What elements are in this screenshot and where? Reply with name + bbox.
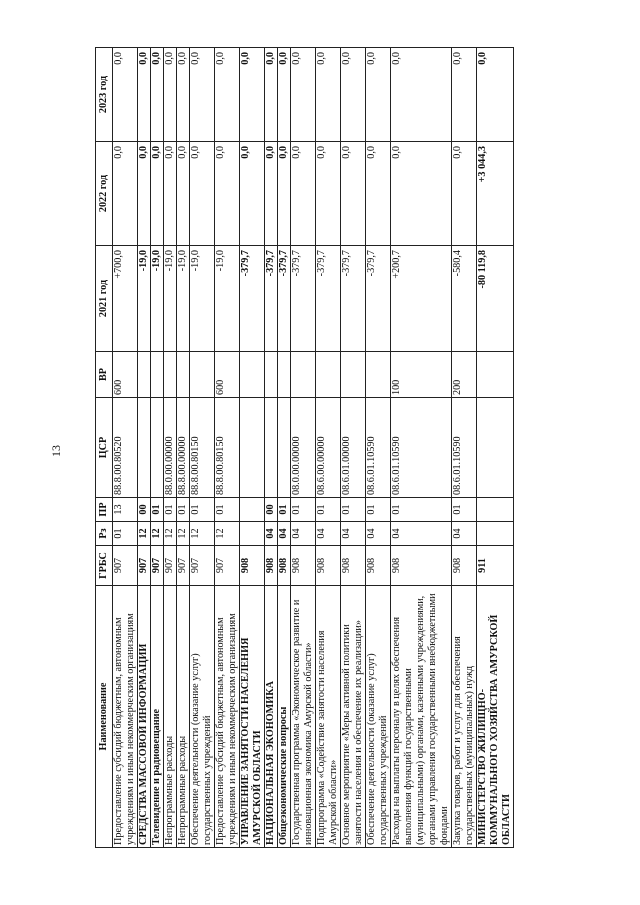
row-csr-cell <box>151 398 164 498</box>
header-grbs: ГРБС <box>96 546 113 586</box>
row-vr-cell <box>291 352 316 398</box>
row-2022-cell: 0,0 <box>265 142 278 246</box>
row-vr-cell <box>278 352 291 398</box>
table-body <box>113 48 514 848</box>
row-rz-cell: 04 <box>265 522 278 546</box>
table-row <box>391 48 452 848</box>
row-grbs-cell: 907 <box>113 546 138 586</box>
row-pr-cell: 01 <box>291 498 316 522</box>
row-grbs-cell: 907 <box>151 546 164 586</box>
row-2021-cell: -580,4 <box>452 246 477 352</box>
row-grbs-cell: 908 <box>278 546 291 586</box>
row-pr-cell: 01 <box>316 498 341 522</box>
row-vr-cell <box>316 352 341 398</box>
table-row <box>190 48 215 848</box>
table-row <box>477 48 514 848</box>
row-2023-cell: 0,0 <box>215 48 240 142</box>
row-grbs-cell: 907 <box>164 546 177 586</box>
row-grbs-cell: 907 <box>138 546 151 586</box>
row-name-cell: Обеспечение деятельности (оказание услуг) государственных учреждений <box>190 586 215 848</box>
row-grbs-cell: 908 <box>291 546 316 586</box>
row-2021-cell: -379,7 <box>366 246 391 352</box>
row-pr-cell: 13 <box>113 498 138 522</box>
row-2021-cell: -19,0 <box>164 246 177 352</box>
row-rz-cell: 12 <box>190 522 215 546</box>
row-rz-cell: 12 <box>138 522 151 546</box>
row-vr-cell: 600 <box>113 352 138 398</box>
row-name-cell: НАЦИОНАЛЬНАЯ ЭКОНОМИКА <box>265 586 278 848</box>
row-pr-cell: 01 <box>341 498 366 522</box>
table-row <box>215 48 240 848</box>
row-name-cell: МИНИСТЕРСТВО ЖИЛИЩНО-КОММУНАЛЬНОГО ХОЗЯЙСТВА АМУРСКОЙ ОБЛАСТИ <box>477 586 514 848</box>
row-grbs-cell: 908 <box>341 546 366 586</box>
row-csr-cell <box>278 398 291 498</box>
row-rz-cell: 04 <box>391 522 452 546</box>
header-pr: ПР <box>96 498 113 522</box>
row-2023-cell: 0,0 <box>366 48 391 142</box>
row-pr-cell <box>240 498 265 522</box>
row-name-cell: Телевидение и радиовещание <box>151 586 164 848</box>
row-rz-cell: 04 <box>366 522 391 546</box>
row-2022-cell: 0,0 <box>215 142 240 246</box>
row-csr-cell: 08.6.01.10590 <box>452 398 477 498</box>
row-2022-cell: 0,0 <box>113 142 138 246</box>
row-2022-cell: 0,0 <box>190 142 215 246</box>
row-vr-cell <box>177 352 190 398</box>
row-pr-cell: 01 <box>190 498 215 522</box>
row-rz-cell: 12 <box>215 522 240 546</box>
row-grbs-cell: 907 <box>215 546 240 586</box>
table-row <box>177 48 190 848</box>
table-row <box>138 48 151 848</box>
row-2021-cell: -379,7 <box>240 246 265 352</box>
row-2022-cell: 0,0 <box>240 142 265 246</box>
table-header-row <box>96 48 113 848</box>
row-pr-cell: 01 <box>164 498 177 522</box>
row-2022-cell: 0,0 <box>366 142 391 246</box>
row-pr-cell: 01 <box>215 498 240 522</box>
row-2023-cell: 0,0 <box>452 48 477 142</box>
row-2022-cell: 0,0 <box>341 142 366 246</box>
row-name-cell: УПРАВЛЕНИЕ ЗАНЯТОСТИ НАСЕЛЕНИЯ АМУРСКОЙ ОБЛАСТИ <box>240 586 265 848</box>
row-2022-cell: 0,0 <box>151 142 164 246</box>
row-name-cell: Основное мероприятие «Меры активной политики занятости населения и обеспечение их реализации» <box>341 586 366 848</box>
row-pr-cell: 01 <box>278 498 291 522</box>
rotated-page-content <box>95 48 605 848</box>
table-row <box>452 48 477 848</box>
row-pr-cell: 01 <box>151 498 164 522</box>
row-vr-cell <box>341 352 366 398</box>
row-2021-cell: -379,7 <box>265 246 278 352</box>
row-grbs-cell: 908 <box>452 546 477 586</box>
row-vr-cell <box>240 352 265 398</box>
row-rz-cell: 04 <box>452 522 477 546</box>
row-csr-cell <box>265 398 278 498</box>
row-rz-cell: 04 <box>316 522 341 546</box>
row-grbs-cell: 907 <box>190 546 215 586</box>
row-2023-cell: 0,0 <box>164 48 177 142</box>
row-2023-cell: 0,0 <box>113 48 138 142</box>
row-pr-cell: 00 <box>265 498 278 522</box>
row-rz-cell: 04 <box>278 522 291 546</box>
row-2023-cell: 0,0 <box>477 48 514 142</box>
row-2022-cell: +3 044,3 <box>477 142 514 246</box>
row-rz-cell <box>477 522 514 546</box>
row-rz-cell: 12 <box>151 522 164 546</box>
row-2023-cell: 0,0 <box>341 48 366 142</box>
row-vr-cell: 600 <box>215 352 240 398</box>
row-pr-cell: 01 <box>177 498 190 522</box>
row-grbs-cell: 911 <box>477 546 514 586</box>
row-name-cell: Обеспечение деятельности (оказание услуг) государственных учреждений <box>366 586 391 848</box>
row-2023-cell: 0,0 <box>265 48 278 142</box>
row-csr-cell: 08.6.01.10590 <box>366 398 391 498</box>
row-vr-cell <box>265 352 278 398</box>
row-2021-cell: +200,7 <box>391 246 452 352</box>
row-vr-cell <box>366 352 391 398</box>
row-name-cell: Подпрограмма «Содействие занятости населения Амурской области» <box>316 586 341 848</box>
row-2021-cell: -19,0 <box>138 246 151 352</box>
row-2023-cell: 0,0 <box>316 48 341 142</box>
row-2022-cell: 0,0 <box>164 142 177 246</box>
row-2021-cell: +700,0 <box>113 246 138 352</box>
row-rz-cell: 04 <box>291 522 316 546</box>
row-2022-cell: 0,0 <box>391 142 452 246</box>
row-vr-cell <box>164 352 177 398</box>
row-rz-cell: 04 <box>341 522 366 546</box>
row-2021-cell: -19,0 <box>215 246 240 352</box>
row-2021-cell: -379,7 <box>341 246 366 352</box>
table-row <box>291 48 316 848</box>
row-name-cell: Предоставление субсидий бюджетным, автономным учреждениям и иным некоммерческим организациям <box>215 586 240 848</box>
row-grbs-cell: 908 <box>265 546 278 586</box>
row-csr-cell: 08.6.00.00000 <box>316 398 341 498</box>
row-vr-cell <box>138 352 151 398</box>
row-name-cell: Закупка товаров, работ и услуг для обеспечения государственных (муниципальных) нужд <box>452 586 477 848</box>
row-csr-cell: 88.8.00.80150 <box>190 398 215 498</box>
row-vr-cell <box>477 352 514 398</box>
row-name-cell: Непрограммные расходы <box>177 586 190 848</box>
row-pr-cell: 01 <box>391 498 452 522</box>
row-csr-cell: 88.8.00.80150 <box>215 398 240 498</box>
row-vr-cell: 100 <box>391 352 452 398</box>
header-2022: 2022 год <box>96 142 113 246</box>
row-vr-cell: 200 <box>452 352 477 398</box>
row-vr-cell <box>151 352 164 398</box>
row-2021-cell: -379,7 <box>316 246 341 352</box>
budget-table <box>95 47 514 848</box>
row-2023-cell: 0,0 <box>177 48 190 142</box>
row-2022-cell: 0,0 <box>138 142 151 246</box>
row-csr-cell: 88.8.00.80520 <box>113 398 138 498</box>
row-2022-cell: 0,0 <box>291 142 316 246</box>
header-csr: ЦСР <box>96 398 113 498</box>
row-name-cell: СРЕДСТВА МАССОВОЙ ИНФОРМАЦИИ <box>138 586 151 848</box>
row-2021-cell: -80 119,8 <box>477 246 514 352</box>
row-rz-cell: 01 <box>113 522 138 546</box>
row-2021-cell: -379,7 <box>291 246 316 352</box>
row-pr-cell: 01 <box>452 498 477 522</box>
table-row <box>341 48 366 848</box>
row-rz-cell: 12 <box>177 522 190 546</box>
row-csr-cell: 08.0.00.00000 <box>291 398 316 498</box>
row-name-cell: Расходы на выплаты персоналу в целях обеспечения выполнения функций государственными (муниципальными) органами, казенными учреждениями, органами управления государственными внебюджетными фондами <box>391 586 452 848</box>
row-2023-cell: 0,0 <box>190 48 215 142</box>
row-grbs-cell: 908 <box>366 546 391 586</box>
row-csr-cell <box>477 398 514 498</box>
row-csr-cell: 88.8.00.00000 <box>177 398 190 498</box>
table-row <box>164 48 177 848</box>
row-2021-cell: -19,0 <box>190 246 215 352</box>
row-2022-cell: 0,0 <box>316 142 341 246</box>
table-row <box>151 48 164 848</box>
header-vr: ВР <box>96 352 113 398</box>
table-row <box>316 48 341 848</box>
table-row <box>265 48 278 848</box>
row-rz-cell: 12 <box>164 522 177 546</box>
row-name-cell: Государственная программа «Экономическое развитие и инновационная экономика Амурской области» <box>291 586 316 848</box>
row-2023-cell: 0,0 <box>240 48 265 142</box>
table-row <box>366 48 391 848</box>
row-2022-cell: 0,0 <box>177 142 190 246</box>
row-2021-cell: -19,0 <box>177 246 190 352</box>
page-number: 13 <box>49 445 63 457</box>
header-2023: 2023 год <box>96 48 113 142</box>
row-2022-cell: 0,0 <box>278 142 291 246</box>
row-name-cell: Непрограммные расходы <box>164 586 177 848</box>
row-csr-cell <box>240 398 265 498</box>
row-pr-cell: 01 <box>366 498 391 522</box>
row-2023-cell: 0,0 <box>291 48 316 142</box>
row-grbs-cell: 908 <box>316 546 341 586</box>
row-csr-cell: 88.0.00.00000 <box>164 398 177 498</box>
table-row <box>113 48 138 848</box>
row-pr-cell <box>477 498 514 522</box>
row-rz-cell <box>240 522 265 546</box>
row-name-cell: Общеэкономические вопросы <box>278 586 291 848</box>
header-rz: Рз <box>96 522 113 546</box>
row-2021-cell: -19,0 <box>151 246 164 352</box>
row-grbs-cell: 907 <box>177 546 190 586</box>
row-2023-cell: 0,0 <box>151 48 164 142</box>
row-grbs-cell: 908 <box>391 546 452 586</box>
row-pr-cell: 00 <box>138 498 151 522</box>
row-vr-cell <box>190 352 215 398</box>
table-row <box>278 48 291 848</box>
table-row <box>240 48 265 848</box>
row-csr-cell: 08.6.01.10590 <box>391 398 452 498</box>
row-2021-cell: -379,7 <box>278 246 291 352</box>
row-csr-cell: 08.6.01.00000 <box>341 398 366 498</box>
row-2023-cell: 0,0 <box>138 48 151 142</box>
row-csr-cell <box>138 398 151 498</box>
header-2021: 2021 год <box>96 246 113 352</box>
row-2023-cell: 0,0 <box>391 48 452 142</box>
row-2022-cell: 0,0 <box>452 142 477 246</box>
row-2023-cell: 0,0 <box>278 48 291 142</box>
row-name-cell: Предоставление субсидий бюджетным, автономным учреждениям и иным некоммерческим организациям <box>113 586 138 848</box>
header-name: Наименование <box>96 586 113 848</box>
row-grbs-cell: 908 <box>240 546 265 586</box>
